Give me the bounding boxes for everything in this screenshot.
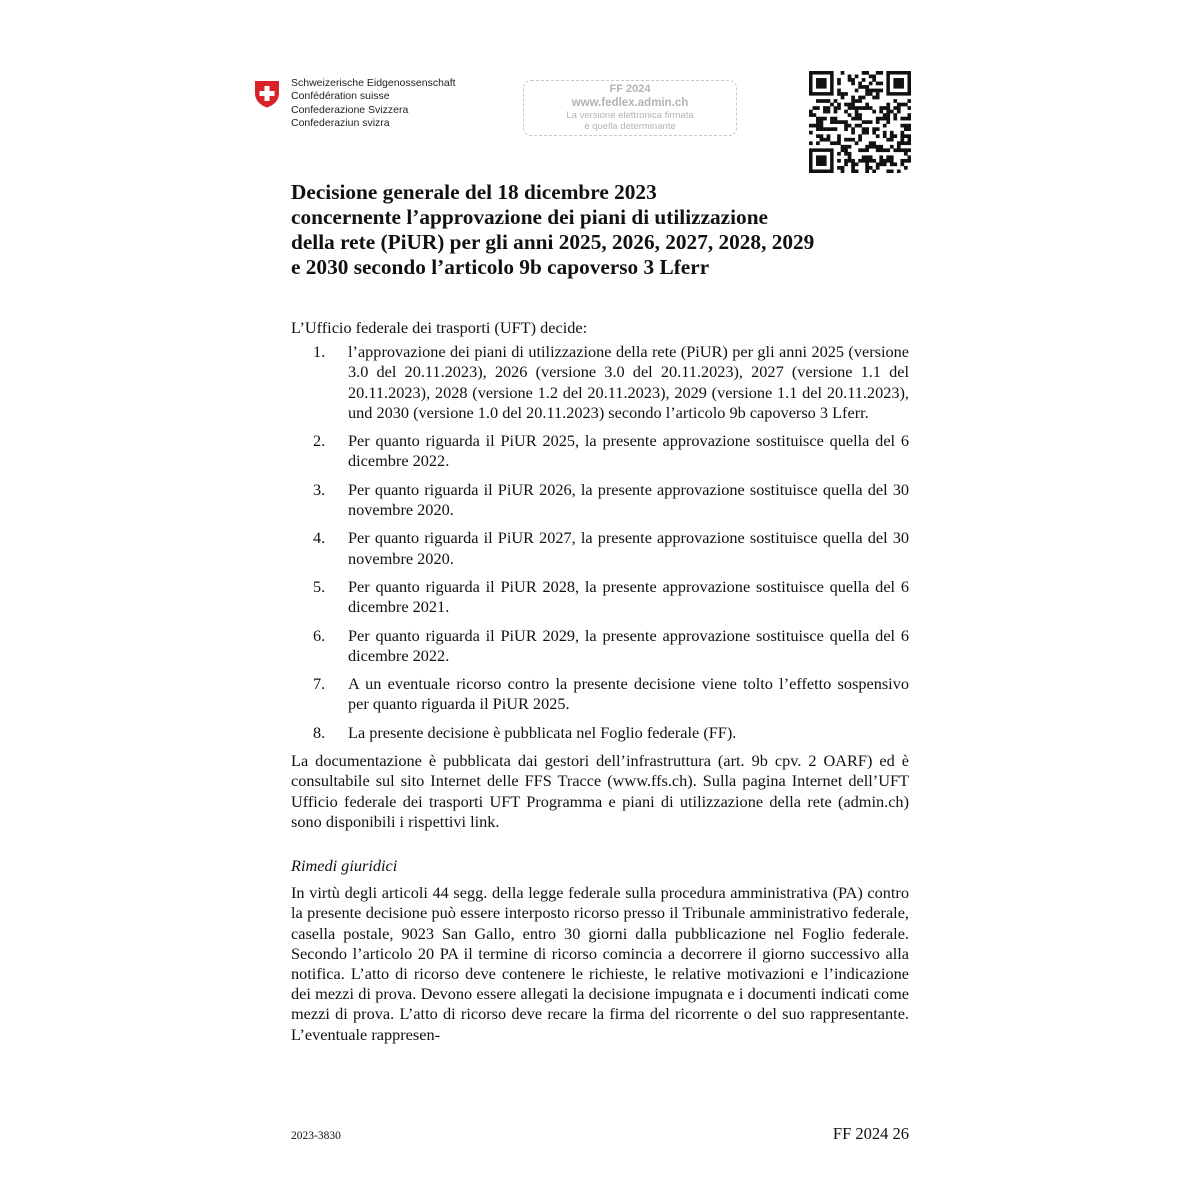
page-reference: FF 2024 26 (832, 1124, 909, 1143)
document-number: 2023-3830 (291, 1130, 341, 1142)
decision-list (291, 342, 909, 743)
publication-stamp (523, 80, 737, 136)
item-text: Per quanto riguarda il PiUR 2028, la presente approvazione sostituisce quella del 6 dicembre 2021. (348, 576, 909, 617)
documentation-paragraph: La documentazione è pubblicata dai gestori dell’infrastruttura (art. 9b cpv. 2 OARF) ed è consultabile sul sito Internet delle FFS Tracce (www.ffs.ch). Sulla pagina Internet dell’UFT Ufficio federale dei trasporti UFT Programma e piani di utilizzazione della rete (admin.ch) sono disponibili i rispettivi link. (291, 751, 909, 831)
item-text: A un eventuale ricorso contro la presente decisione viene tolto l’effetto sospensivo per quanto riguarda il PiUR 2025. (348, 674, 909, 714)
page-title (291, 180, 931, 280)
confederation-line-fr: Confédération suisse (291, 90, 390, 103)
stamp-note-line2: è quella determinante (584, 121, 676, 132)
item-number: 6. (313, 625, 326, 645)
item-number: 5. (313, 576, 326, 596)
stamp-edition: FF 2024 (609, 83, 651, 95)
list-item (291, 480, 909, 520)
list-item (291, 723, 909, 743)
item-number: 1. (313, 342, 326, 362)
title-line: della rete (PiUR) per gli anni 2025, 2026, 2027, 2028, 2029 (291, 230, 815, 254)
item-text: l’approvazione dei piani di utilizzazione della rete (PiUR) per gli anni 2025 (versione 3.0 del 20.11.2023), 2026 (versione 3.0 del 20.11.2023), 2027 (versione 1.1 del 20.11.2023), 2028 (versione 1.2 del 20.11.2023), 2029 (versione 1.1 del 20.11.2023), und 2030 (versione 1.0 del 20.11.2023) secondo l’articolo 9b capoverso 3 Lferr. (348, 342, 909, 422)
item-text: Per quanto riguarda il PiUR 2026, la presente approvazione sostituisce quella del 30 novembre 2020. (348, 479, 909, 519)
stamp-note-line1: La versione elettronica firmata (566, 110, 694, 121)
title-line: e 2030 secondo l’articolo 9b capoverso 3 Lferr (291, 255, 710, 279)
title-line: concernente l’approvazione dei piani di utilizzazione (291, 205, 768, 229)
item-number: 7. (313, 674, 326, 694)
document-body (291, 318, 909, 1045)
item-number: 2. (313, 431, 326, 451)
list-item (291, 431, 909, 471)
item-number: 8. (313, 722, 326, 742)
item-text: La presente decisione è pubblicata nel Foglio federale (FF). (348, 722, 737, 742)
item-text: Per quanto riguarda il PiUR 2029, la presente approvazione sostituisce quella del 6 dicembre 2022. (348, 625, 909, 665)
confederation-line-de: Schweizerische Eidgenossenschaft (291, 77, 456, 89)
item-number: 4. (313, 528, 326, 548)
list-item (291, 577, 909, 617)
list-item (291, 626, 909, 666)
decision-intro: L’Ufficio federale dei trasporti (UFT) decide: (291, 318, 588, 337)
item-text: Per quanto riguarda il PiUR 2027, la presente approvazione sostituisce quella del 30 novembre 2020. (348, 528, 909, 568)
remedies-paragraph: In virtù degli articoli 44 segg. della legge federale sulla procedura amministrativa (PA) contro la presente decisione può essere interposto ricorso presso il Tribunale amministrativo federale, casella postale, 9023 San Gallo, entro 30 giorni dalla pubblicazione nel Foglio federale. Secondo l’articolo 20 PA il termine di ricorso comincia a decorrere il giorno successivo alla notifica. L’atto di ricorso deve contenere le richieste, le relative motivazioni e l’indicazione dei mezzi di prova. Devono essere allegati la decisione impugnata e i documenti indicati come mezzi di prova. L’atto di ricorso deve recare la firma del ricorrente o del suo rappresentante. L’eventuale rappresen- (291, 883, 909, 1044)
confederation-line-rm: Confederaziun svizra (291, 116, 390, 129)
list-item (291, 528, 909, 568)
stamp-url[interactable]: www.fedlex.admin.ch (571, 97, 689, 109)
qr-code-icon (809, 71, 911, 173)
swiss-cross-icon (253, 80, 281, 108)
list-item (291, 342, 909, 423)
item-text: Per quanto riguarda il PiUR 2025, la presente approvazione sostituisce quella del 6 dicembre 2022. (348, 431, 909, 471)
list-item (291, 674, 909, 714)
confederation-line-it: Confederazione Svizzera (291, 103, 409, 116)
title-line: Decisione generale del 18 dicembre 2023 (291, 180, 657, 204)
confederation-name (291, 77, 456, 130)
remedies-heading: Rimedi giuridici (291, 855, 398, 875)
item-number: 3. (313, 479, 326, 499)
